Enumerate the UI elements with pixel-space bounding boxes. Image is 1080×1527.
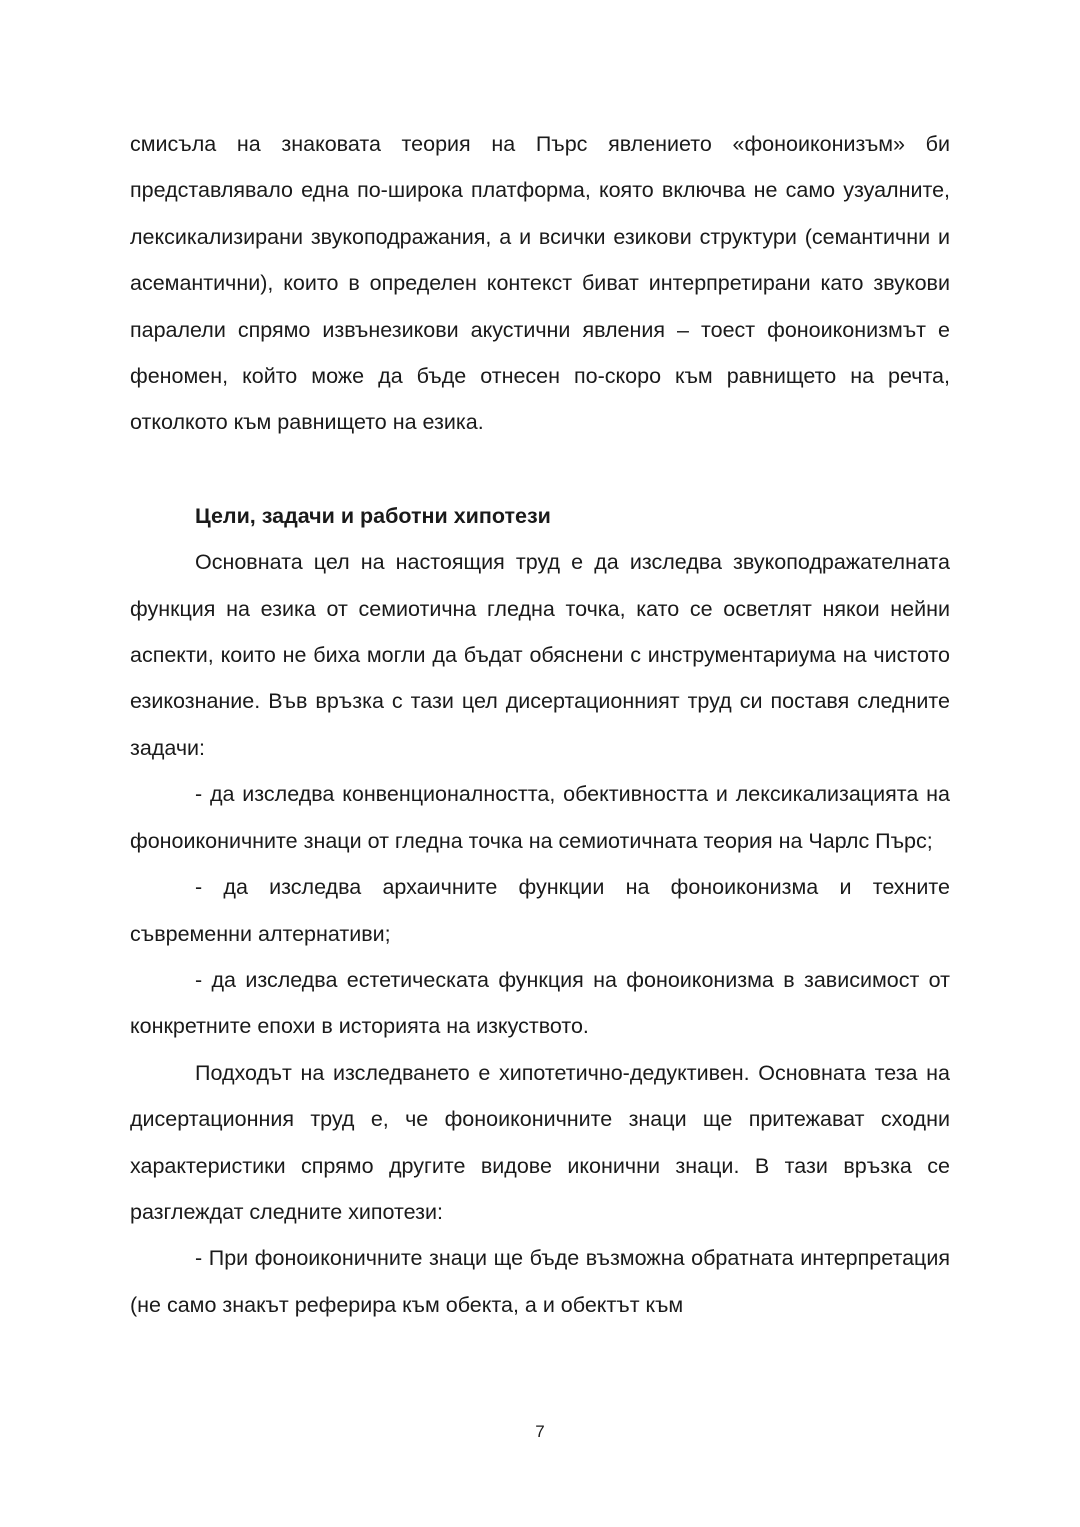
section-heading: Цели, задачи и работни хипотези <box>195 503 551 528</box>
paragraph-continued: смисъла на знаковата теория на Пърс явлението «фоноиконизъм» би представлявало една по-широка платформа, която включва не само узуалните, лексикализирани звукоподражания, а и всички езикови структури (семантични и асемантични), които в определен контекст биват интерпретирани като звукови паралели спрямо извънезикови акустични явления – тоест фоноиконизмът е феномен, който може да бъде отнесен по-скоро към равнището на речта, отколкото към равнището на езика. <box>130 132 950 435</box>
section-spacer <box>130 446 950 493</box>
task-item-3: - да изследва естетическата функция на фоноиконизма в зависимост от конкретните епохи в историята на изкуството. <box>130 967 950 1039</box>
task-item-1: - да изследва конвенционалността, обективността и лексикализацията на фоноиконичните знаци от гледна точка на семиотичната теория на Чарлс Пърс; <box>130 782 950 853</box>
page-number: 7 <box>535 1422 545 1441</box>
paragraph-main-goal: Основната цел на настоящия труд е да изследва звукоподражателната функция на езика от семиотична гледна точка, като се осветлят някои нейни аспекти, които не биха могли да бъдат обяснени с инструментариума на чистото езикознание. Във връзка с тази цел дисертационният труд си поставя следните задачи: <box>130 550 950 760</box>
paragraph-approach: Подходът на изследването е хипотетично-дедуктивен. Основната теза на дисертационния труд е, че фоноиконичните знаци ще притежават сходни характеристики спрямо другите видове иконични знаци. В тази връзка се разглеждат следните хипотези: <box>130 1060 950 1224</box>
page-body <box>130 121 950 1328</box>
task-item-2: - да изследва архаичните функции на фоноиконизма и техните съвременни алтернативи; <box>130 875 950 946</box>
hypothesis-item-1: - При фоноиконичните знаци ще бъде възможна обратната интерпретация (не само знакът реферира към обекта, а и обектът към <box>130 1246 950 1317</box>
